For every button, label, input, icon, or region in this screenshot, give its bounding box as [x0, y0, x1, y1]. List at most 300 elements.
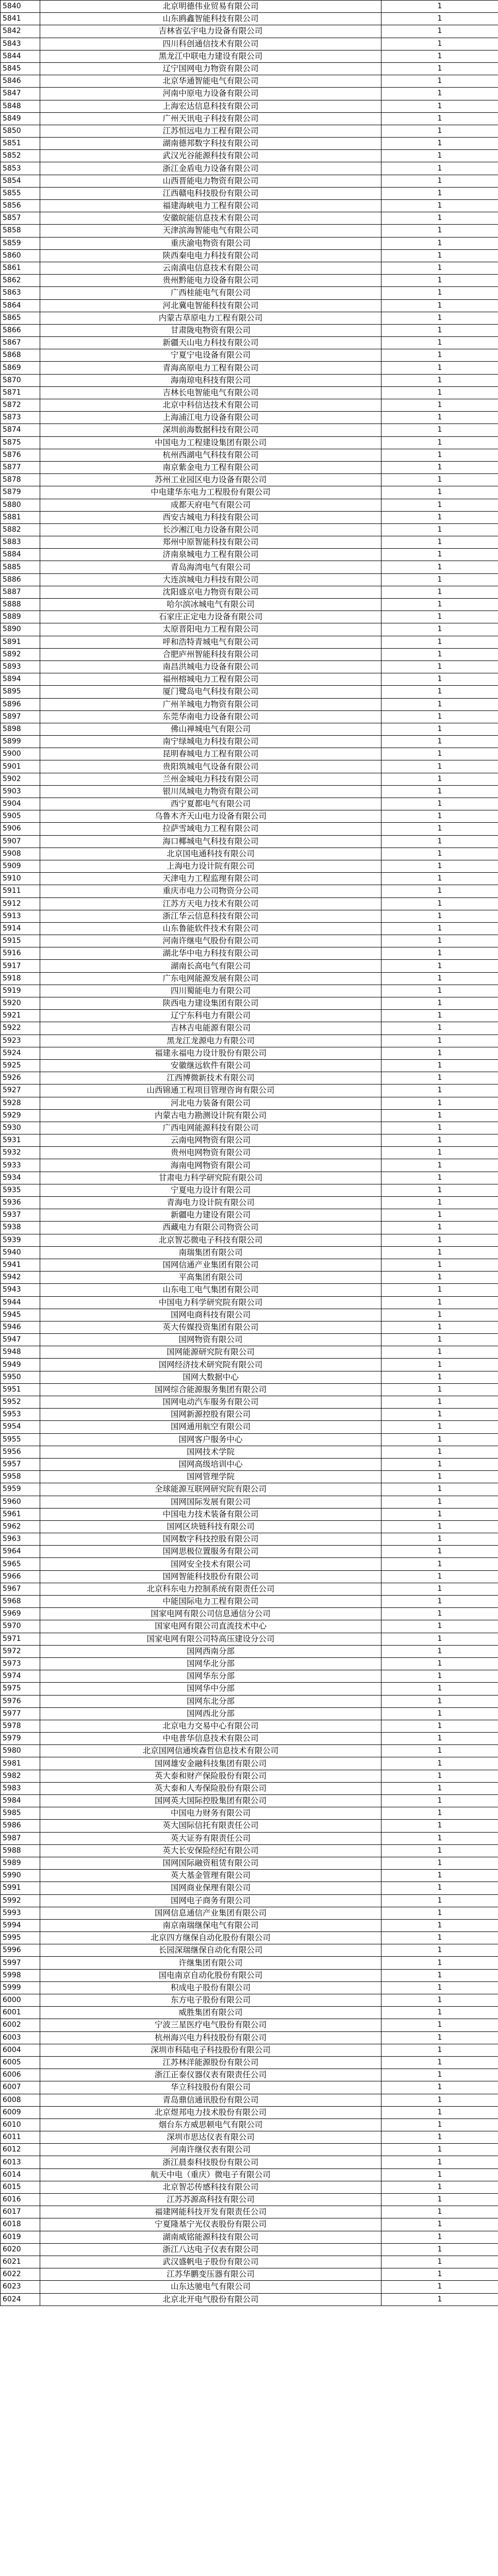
company-name-cell[interactable]: 国家电网有限公司特高压建设分公司 — [40, 1633, 381, 1645]
row-number-cell[interactable]: 5960 — [1, 1496, 40, 1508]
row-number-cell[interactable]: 5878 — [1, 474, 40, 486]
company-name-cell[interactable]: 南京南瑞继保电气有限公司 — [40, 1919, 381, 1931]
company-name-cell[interactable]: 浙江晨泰科技股份有限公司 — [40, 2156, 381, 2168]
company-name-cell[interactable]: 全球能源互联网研究院有限公司 — [40, 1483, 381, 1496]
company-name-cell[interactable]: 国网安全技术有限公司 — [40, 1558, 381, 1570]
row-number-cell[interactable]: 5847 — [1, 88, 40, 100]
row-number-cell[interactable]: 5963 — [1, 1533, 40, 1546]
company-name-cell[interactable]: 福州榕城电力工程有限公司 — [40, 673, 381, 686]
company-name-cell[interactable]: 英大证券有限责任公司 — [40, 1832, 381, 1844]
row-number-cell[interactable]: 5896 — [1, 698, 40, 710]
count-cell[interactable]: 1 — [381, 1122, 498, 1134]
count-cell[interactable]: 1 — [381, 1483, 498, 1496]
count-cell[interactable]: 1 — [381, 1172, 498, 1184]
company-name-cell[interactable]: 武汉光谷能源科技有限公司 — [40, 150, 381, 162]
count-cell[interactable]: 1 — [381, 386, 498, 399]
count-cell[interactable]: 1 — [381, 1309, 498, 1321]
company-name-cell[interactable]: 吉林省弘宇电力设备有限公司 — [40, 25, 381, 38]
row-number-cell[interactable]: 5933 — [1, 1159, 40, 1172]
row-number-cell[interactable]: 5914 — [1, 922, 40, 935]
company-name-cell[interactable]: 江苏恒远电力工程有限公司 — [40, 125, 381, 137]
row-number-cell[interactable]: 6001 — [1, 2007, 40, 2019]
count-cell[interactable]: 1 — [381, 88, 498, 100]
count-cell[interactable]: 1 — [381, 1259, 498, 1271]
company-name-cell[interactable]: 云南电网物资有限公司 — [40, 1134, 381, 1147]
row-number-cell[interactable]: 5899 — [1, 736, 40, 748]
row-number-cell[interactable]: 5938 — [1, 1222, 40, 1234]
count-cell[interactable]: 1 — [381, 885, 498, 897]
company-name-cell[interactable]: 中电建华东电力工程股份有限公司 — [40, 486, 381, 499]
row-number-cell[interactable]: 5901 — [1, 760, 40, 773]
company-name-cell[interactable]: 英大泰和财产保险股份有限公司 — [40, 1770, 381, 1782]
count-cell[interactable]: 1 — [381, 1, 498, 13]
count-cell[interactable]: 1 — [381, 1645, 498, 1657]
company-name-cell[interactable]: 安徽继远软件有限公司 — [40, 1059, 381, 1072]
count-cell[interactable]: 1 — [381, 1957, 498, 1969]
company-name-cell[interactable]: 福建网能科技开发有限责任公司 — [40, 2206, 381, 2218]
count-cell[interactable]: 1 — [381, 449, 498, 461]
company-name-cell[interactable]: 国网西南分部 — [40, 1645, 381, 1657]
count-cell[interactable]: 1 — [381, 474, 498, 486]
count-cell[interactable]: 1 — [381, 1396, 498, 1409]
count-cell[interactable]: 1 — [381, 835, 498, 848]
row-number-cell[interactable]: 5931 — [1, 1134, 40, 1147]
count-cell[interactable]: 1 — [381, 1371, 498, 1383]
company-name-cell[interactable]: 杭州海兴电力科技股份有限公司 — [40, 2031, 381, 2044]
row-number-cell[interactable]: 5867 — [1, 337, 40, 349]
count-cell[interactable]: 1 — [381, 686, 498, 698]
row-number-cell[interactable]: 5994 — [1, 1919, 40, 1931]
count-cell[interactable]: 1 — [381, 1109, 498, 1122]
row-number-cell[interactable]: 5955 — [1, 1433, 40, 1446]
count-cell[interactable]: 1 — [381, 1558, 498, 1570]
count-cell[interactable]: 1 — [381, 62, 498, 75]
company-name-cell[interactable]: 国网智能科技股份有限公司 — [40, 1570, 381, 1583]
row-number-cell[interactable]: 5859 — [1, 237, 40, 249]
row-number-cell[interactable]: 5925 — [1, 1059, 40, 1072]
company-name-cell[interactable]: 深圳市科陆电子科技股份有限公司 — [40, 2044, 381, 2056]
count-cell[interactable]: 1 — [381, 2168, 498, 2181]
company-name-cell[interactable]: 北京中科信达技术有限公司 — [40, 399, 381, 412]
row-number-cell[interactable]: 5881 — [1, 511, 40, 523]
company-name-cell[interactable]: 福建永福电力设计股份有限公司 — [40, 1047, 381, 1059]
count-cell[interactable]: 1 — [381, 1246, 498, 1259]
count-cell[interactable]: 1 — [381, 611, 498, 623]
row-number-cell[interactable]: 5866 — [1, 324, 40, 336]
row-number-cell[interactable]: 6002 — [1, 2019, 40, 2031]
count-cell[interactable]: 1 — [381, 997, 498, 1010]
company-name-cell[interactable]: 宁波三星医疗电气股份有限公司 — [40, 2019, 381, 2031]
company-name-cell[interactable]: 湖南德邦数字科技有限公司 — [40, 138, 381, 150]
row-number-cell[interactable]: 5882 — [1, 523, 40, 536]
company-name-cell[interactable]: 南瑞集团有限公司 — [40, 1246, 381, 1259]
row-number-cell[interactable]: 5854 — [1, 175, 40, 187]
row-number-cell[interactable]: 5858 — [1, 225, 40, 237]
company-name-cell[interactable]: 济南泉城电力工程有限公司 — [40, 549, 381, 561]
count-cell[interactable]: 1 — [381, 2131, 498, 2144]
count-cell[interactable]: 1 — [381, 1919, 498, 1931]
row-number-cell[interactable]: 5932 — [1, 1147, 40, 1159]
row-number-cell[interactable]: 5843 — [1, 38, 40, 50]
row-number-cell[interactable]: 5864 — [1, 299, 40, 312]
company-name-cell[interactable]: 北京电力交易中心有限公司 — [40, 1720, 381, 1732]
count-cell[interactable]: 1 — [381, 412, 498, 424]
company-name-cell[interactable]: 国电南京自动化股份有限公司 — [40, 1969, 381, 1981]
company-name-cell[interactable]: 宁夏电力设计有限公司 — [40, 1184, 381, 1196]
row-number-cell[interactable]: 5979 — [1, 1733, 40, 1745]
company-name-cell[interactable]: 昆明春城电力工程有限公司 — [40, 748, 381, 760]
company-name-cell[interactable]: 深圳市思达仪表有限公司 — [40, 2131, 381, 2144]
count-cell[interactable]: 1 — [381, 1433, 498, 1446]
company-name-cell[interactable]: 山西锦通工程项目管理咨询有限公司 — [40, 1084, 381, 1097]
row-number-cell[interactable]: 5876 — [1, 449, 40, 461]
company-name-cell[interactable]: 国网信通产业集团有限公司 — [40, 1259, 381, 1271]
count-cell[interactable]: 1 — [381, 1907, 498, 1919]
count-cell[interactable]: 1 — [381, 549, 498, 561]
company-name-cell[interactable]: 英大基金管理有限公司 — [40, 1870, 381, 1882]
company-name-cell[interactable]: 北京国网信通埃森哲信息技术有限公司 — [40, 1745, 381, 1757]
count-cell[interactable]: 1 — [381, 2106, 498, 2119]
company-name-cell[interactable]: 河南中原电力设备有限公司 — [40, 88, 381, 100]
row-number-cell[interactable]: 5906 — [1, 823, 40, 835]
row-number-cell[interactable]: 5995 — [1, 1932, 40, 1944]
count-cell[interactable]: 1 — [381, 910, 498, 922]
company-name-cell[interactable]: 吉林吉电能源有限公司 — [40, 1022, 381, 1035]
count-cell[interactable]: 1 — [381, 536, 498, 549]
count-cell[interactable]: 1 — [381, 1745, 498, 1757]
count-cell[interactable]: 1 — [381, 424, 498, 436]
company-name-cell[interactable]: 沈阳盛京电力物资有限公司 — [40, 586, 381, 598]
count-cell[interactable]: 1 — [381, 275, 498, 287]
company-name-cell[interactable]: 航天中电（重庆）微电子有限公司 — [40, 2168, 381, 2181]
company-name-cell[interactable]: 北京智芯微电子科技有限公司 — [40, 1234, 381, 1246]
row-number-cell[interactable]: 5855 — [1, 187, 40, 199]
row-number-cell[interactable]: 5889 — [1, 611, 40, 623]
count-cell[interactable]: 1 — [381, 1047, 498, 1059]
count-cell[interactable]: 1 — [381, 112, 498, 125]
row-number-cell[interactable]: 5862 — [1, 275, 40, 287]
company-name-cell[interactable]: 广州羊城电力物资有限公司 — [40, 698, 381, 710]
row-number-cell[interactable]: 5947 — [1, 1334, 40, 1346]
company-name-cell[interactable]: 陕西电力建设集团有限公司 — [40, 997, 381, 1010]
company-name-cell[interactable]: 广西桂能电气有限公司 — [40, 287, 381, 299]
row-number-cell[interactable]: 5895 — [1, 686, 40, 698]
count-cell[interactable]: 1 — [381, 511, 498, 523]
count-cell[interactable]: 1 — [381, 1035, 498, 1047]
row-number-cell[interactable]: 5984 — [1, 1795, 40, 1807]
company-name-cell[interactable]: 国网雄安金融科技集团有限公司 — [40, 1757, 381, 1770]
company-name-cell[interactable]: 青海高原电力工程有限公司 — [40, 362, 381, 374]
company-name-cell[interactable]: 海南电网物资有限公司 — [40, 1159, 381, 1172]
count-cell[interactable]: 1 — [381, 1134, 498, 1147]
row-number-cell[interactable]: 5911 — [1, 885, 40, 897]
company-name-cell[interactable]: 国网客户服务中心 — [40, 1433, 381, 1446]
count-cell[interactable]: 1 — [381, 897, 498, 910]
row-number-cell[interactable]: 5860 — [1, 249, 40, 262]
row-number-cell[interactable]: 5977 — [1, 1707, 40, 1720]
company-name-cell[interactable]: 中国电力财务有限公司 — [40, 1807, 381, 1820]
company-name-cell[interactable]: 国网区块链科技有限公司 — [40, 1520, 381, 1533]
company-name-cell[interactable]: 合肥庐州智能科技有限公司 — [40, 648, 381, 660]
count-cell[interactable]: 1 — [381, 13, 498, 25]
row-number-cell[interactable]: 6003 — [1, 2031, 40, 2044]
company-name-cell[interactable]: 中国电力工程建设集团有限公司 — [40, 436, 381, 449]
count-cell[interactable]: 1 — [381, 623, 498, 636]
company-name-cell[interactable]: 贵州电网物资有限公司 — [40, 1147, 381, 1159]
row-number-cell[interactable]: 5951 — [1, 1383, 40, 1396]
company-name-cell[interactable]: 云南滇电信息技术有限公司 — [40, 262, 381, 274]
row-number-cell[interactable]: 5927 — [1, 1084, 40, 1097]
company-name-cell[interactable]: 国网新源控股有限公司 — [40, 1409, 381, 1421]
row-number-cell[interactable]: 5923 — [1, 1035, 40, 1047]
row-number-cell[interactable]: 5950 — [1, 1371, 40, 1383]
row-number-cell[interactable]: 5872 — [1, 399, 40, 412]
company-name-cell[interactable]: 国网通用航空有限公司 — [40, 1421, 381, 1433]
row-number-cell[interactable]: 5976 — [1, 1695, 40, 1707]
row-number-cell[interactable]: 5907 — [1, 835, 40, 848]
count-cell[interactable]: 1 — [381, 760, 498, 773]
count-cell[interactable]: 1 — [381, 200, 498, 212]
row-number-cell[interactable]: 5861 — [1, 262, 40, 274]
company-name-cell[interactable]: 哈尔滨冰城电气有限公司 — [40, 599, 381, 611]
row-number-cell[interactable]: 5856 — [1, 200, 40, 212]
company-name-cell[interactable]: 南宁绿城电力科技有限公司 — [40, 736, 381, 748]
row-number-cell[interactable]: 5924 — [1, 1047, 40, 1059]
company-name-cell[interactable]: 西安古城电力科技有限公司 — [40, 511, 381, 523]
count-cell[interactable]: 1 — [381, 2156, 498, 2168]
count-cell[interactable]: 1 — [381, 499, 498, 511]
count-cell[interactable]: 1 — [381, 1059, 498, 1072]
count-cell[interactable]: 1 — [381, 1770, 498, 1782]
row-number-cell[interactable]: 5850 — [1, 125, 40, 137]
count-cell[interactable]: 1 — [381, 2281, 498, 2293]
count-cell[interactable]: 1 — [381, 349, 498, 362]
company-name-cell[interactable]: 四川科创通信技术有限公司 — [40, 38, 381, 50]
row-number-cell[interactable]: 5888 — [1, 599, 40, 611]
company-name-cell[interactable]: 国网管理学院 — [40, 1471, 381, 1483]
count-cell[interactable]: 1 — [381, 486, 498, 499]
company-name-cell[interactable]: 国网英大国际控股集团有限公司 — [40, 1795, 381, 1807]
row-number-cell[interactable]: 5891 — [1, 636, 40, 648]
company-name-cell[interactable]: 天津滨海智能电气有限公司 — [40, 225, 381, 237]
company-name-cell[interactable]: 国网国际发展有限公司 — [40, 1496, 381, 1508]
count-cell[interactable]: 1 — [381, 1234, 498, 1246]
company-name-cell[interactable]: 贵阳筑城电气设备有限公司 — [40, 760, 381, 773]
count-cell[interactable]: 1 — [381, 985, 498, 997]
count-cell[interactable]: 1 — [381, 1321, 498, 1333]
company-name-cell[interactable]: 重庆渝电物资有限公司 — [40, 237, 381, 249]
company-name-cell[interactable]: 国家电网有限公司直流技术中心 — [40, 1620, 381, 1633]
count-cell[interactable]: 1 — [381, 848, 498, 860]
count-cell[interactable]: 1 — [381, 1944, 498, 1957]
company-name-cell[interactable]: 湖北华中电力科技有限公司 — [40, 947, 381, 960]
company-name-cell[interactable]: 海南琼电科技有限公司 — [40, 374, 381, 386]
row-number-cell[interactable]: 5996 — [1, 1944, 40, 1957]
company-name-cell[interactable]: 河南许继电气股份有限公司 — [40, 935, 381, 947]
row-number-cell[interactable]: 6014 — [1, 2168, 40, 2181]
count-cell[interactable]: 1 — [381, 1010, 498, 1022]
count-cell[interactable]: 1 — [381, 1707, 498, 1720]
count-cell[interactable]: 1 — [381, 1981, 498, 1994]
company-name-cell[interactable]: 国网数字科技控股有限公司 — [40, 1533, 381, 1546]
company-name-cell[interactable]: 中能国际电力工程有限公司 — [40, 1596, 381, 1608]
count-cell[interactable]: 1 — [381, 1409, 498, 1421]
company-name-cell[interactable]: 江西赣电科技股份有限公司 — [40, 187, 381, 199]
count-cell[interactable]: 1 — [381, 374, 498, 386]
count-cell[interactable]: 1 — [381, 1446, 498, 1458]
company-name-cell[interactable]: 北京科东电力控制系统有限责任公司 — [40, 1583, 381, 1595]
count-cell[interactable]: 1 — [381, 1683, 498, 1695]
company-name-cell[interactable]: 甘肃电力科学研究院有限公司 — [40, 1172, 381, 1184]
row-number-cell[interactable]: 6005 — [1, 2056, 40, 2069]
row-number-cell[interactable]: 5946 — [1, 1321, 40, 1333]
row-number-cell[interactable]: 5852 — [1, 150, 40, 162]
count-cell[interactable]: 1 — [381, 1969, 498, 1981]
count-cell[interactable]: 1 — [381, 2293, 498, 2306]
company-name-cell[interactable]: 中电普华信息技术有限公司 — [40, 1733, 381, 1745]
company-name-cell[interactable]: 英大传媒投资集团有限公司 — [40, 1321, 381, 1333]
row-number-cell[interactable]: 5945 — [1, 1309, 40, 1321]
company-name-cell[interactable]: 辽宁东科电力有限公司 — [40, 1010, 381, 1022]
row-number-cell[interactable]: 5919 — [1, 985, 40, 997]
company-name-cell[interactable]: 国网西北分部 — [40, 1707, 381, 1720]
row-number-cell[interactable]: 6004 — [1, 2044, 40, 2056]
company-name-cell[interactable]: 陕西秦电电力科技有限公司 — [40, 249, 381, 262]
count-cell[interactable]: 1 — [381, 1870, 498, 1882]
company-name-cell[interactable]: 英大国际信托有限责任公司 — [40, 1820, 381, 1832]
company-name-cell[interactable]: 国网电商科技有限公司 — [40, 1309, 381, 1321]
count-cell[interactable]: 1 — [381, 75, 498, 88]
count-cell[interactable]: 1 — [381, 362, 498, 374]
count-cell[interactable]: 1 — [381, 1633, 498, 1645]
row-number-cell[interactable]: 5840 — [1, 1, 40, 13]
row-number-cell[interactable]: 5998 — [1, 1969, 40, 1981]
count-cell[interactable]: 1 — [381, 1383, 498, 1396]
row-number-cell[interactable]: 5874 — [1, 424, 40, 436]
row-number-cell[interactable]: 5902 — [1, 773, 40, 785]
count-cell[interactable]: 1 — [381, 2194, 498, 2206]
count-cell[interactable]: 1 — [381, 785, 498, 798]
count-cell[interactable]: 1 — [381, 660, 498, 673]
company-name-cell[interactable]: 国网国际融资租赁有限公司 — [40, 1857, 381, 1869]
count-cell[interactable]: 1 — [381, 1583, 498, 1595]
row-number-cell[interactable]: 5983 — [1, 1782, 40, 1794]
count-cell[interactable]: 1 — [381, 773, 498, 785]
company-name-cell[interactable]: 国网商业保理有限公司 — [40, 1882, 381, 1894]
count-cell[interactable]: 1 — [381, 299, 498, 312]
company-name-cell[interactable]: 东方电子股份有限公司 — [40, 1994, 381, 2007]
row-number-cell[interactable]: 5986 — [1, 1820, 40, 1832]
count-cell[interactable]: 1 — [381, 935, 498, 947]
row-number-cell[interactable]: 5846 — [1, 75, 40, 88]
company-name-cell[interactable]: 国网能源研究院有限公司 — [40, 1346, 381, 1359]
company-name-cell[interactable]: 青岛海湾电气有限公司 — [40, 561, 381, 573]
count-cell[interactable]: 1 — [381, 1608, 498, 1620]
count-cell[interactable]: 1 — [381, 399, 498, 412]
row-number-cell[interactable]: 5982 — [1, 1770, 40, 1782]
company-name-cell[interactable]: 佛山禅城电气有限公司 — [40, 723, 381, 735]
row-number-cell[interactable]: 5929 — [1, 1109, 40, 1122]
row-number-cell[interactable]: 5894 — [1, 673, 40, 686]
count-cell[interactable]: 1 — [381, 1620, 498, 1633]
company-name-cell[interactable]: 平高集团有限公司 — [40, 1272, 381, 1284]
company-name-cell[interactable]: 北京煜邦电力技术股份有限公司 — [40, 2106, 381, 2119]
count-cell[interactable]: 1 — [381, 698, 498, 710]
count-cell[interactable]: 1 — [381, 436, 498, 449]
company-name-cell[interactable]: 江苏方天电力技术有限公司 — [40, 897, 381, 910]
company-name-cell[interactable]: 拉萨雪域电力工程有限公司 — [40, 823, 381, 835]
company-name-cell[interactable]: 安徽皖能信息技术有限公司 — [40, 212, 381, 225]
count-cell[interactable]: 1 — [381, 1471, 498, 1483]
row-number-cell[interactable]: 6009 — [1, 2106, 40, 2119]
row-number-cell[interactable]: 5997 — [1, 1957, 40, 1969]
count-cell[interactable]: 1 — [381, 1757, 498, 1770]
count-cell[interactable]: 1 — [381, 1284, 498, 1296]
count-cell[interactable]: 1 — [381, 324, 498, 336]
row-number-cell[interactable]: 5974 — [1, 1670, 40, 1683]
company-name-cell[interactable]: 国网大数据中心 — [40, 1371, 381, 1383]
row-number-cell[interactable]: 6024 — [1, 2293, 40, 2306]
count-cell[interactable]: 1 — [381, 1022, 498, 1035]
company-name-cell[interactable]: 上海电力设计院有限公司 — [40, 860, 381, 872]
company-name-cell[interactable]: 北京北开电气股份有限公司 — [40, 2293, 381, 2306]
row-number-cell[interactable]: 6022 — [1, 2268, 40, 2281]
count-cell[interactable]: 1 — [381, 922, 498, 935]
company-name-cell[interactable]: 国网信息通信产业集团有限公司 — [40, 1907, 381, 1919]
row-number-cell[interactable]: 5966 — [1, 1570, 40, 1583]
row-number-cell[interactable]: 5965 — [1, 1558, 40, 1570]
count-cell[interactable]: 1 — [381, 873, 498, 885]
count-cell[interactable]: 1 — [381, 1596, 498, 1608]
row-number-cell[interactable]: 5848 — [1, 100, 40, 112]
company-name-cell[interactable]: 北京四方继保自动化股份有限公司 — [40, 1932, 381, 1944]
count-cell[interactable]: 1 — [381, 1795, 498, 1807]
row-number-cell[interactable]: 5967 — [1, 1583, 40, 1595]
row-number-cell[interactable]: 5916 — [1, 947, 40, 960]
count-cell[interactable]: 1 — [381, 2206, 498, 2218]
row-number-cell[interactable]: 5890 — [1, 623, 40, 636]
row-number-cell[interactable]: 5939 — [1, 1234, 40, 1246]
row-number-cell[interactable]: 6013 — [1, 2156, 40, 2168]
count-cell[interactable]: 1 — [381, 1346, 498, 1359]
count-cell[interactable]: 1 — [381, 810, 498, 823]
row-number-cell[interactable]: 5961 — [1, 1508, 40, 1520]
company-name-cell[interactable]: 河北电力装备有限公司 — [40, 1097, 381, 1109]
count-cell[interactable]: 1 — [381, 947, 498, 960]
row-number-cell[interactable]: 5920 — [1, 997, 40, 1010]
row-number-cell[interactable]: 5910 — [1, 873, 40, 885]
company-name-cell[interactable]: 山东鲁能软件技术有限公司 — [40, 922, 381, 935]
count-cell[interactable]: 1 — [381, 225, 498, 237]
row-number-cell[interactable]: 5884 — [1, 549, 40, 561]
row-number-cell[interactable]: 5936 — [1, 1197, 40, 1209]
count-cell[interactable]: 1 — [381, 162, 498, 175]
row-number-cell[interactable]: 5988 — [1, 1844, 40, 1857]
row-number-cell[interactable]: 5958 — [1, 1471, 40, 1483]
row-number-cell[interactable]: 5892 — [1, 648, 40, 660]
company-name-cell[interactable]: 吉林长电智能电气有限公司 — [40, 386, 381, 399]
count-cell[interactable]: 1 — [381, 1272, 498, 1284]
row-number-cell[interactable]: 5948 — [1, 1346, 40, 1359]
company-name-cell[interactable]: 国网华东分部 — [40, 1670, 381, 1683]
row-number-cell[interactable]: 5849 — [1, 112, 40, 125]
count-cell[interactable]: 1 — [381, 1496, 498, 1508]
count-cell[interactable]: 1 — [381, 636, 498, 648]
company-name-cell[interactable]: 积成电子股份有限公司 — [40, 1981, 381, 1994]
row-number-cell[interactable]: 5949 — [1, 1359, 40, 1371]
company-name-cell[interactable]: 青海电力设计院有限公司 — [40, 1197, 381, 1209]
company-name-cell[interactable]: 长园深瑞继保自动化有限公司 — [40, 1944, 381, 1957]
